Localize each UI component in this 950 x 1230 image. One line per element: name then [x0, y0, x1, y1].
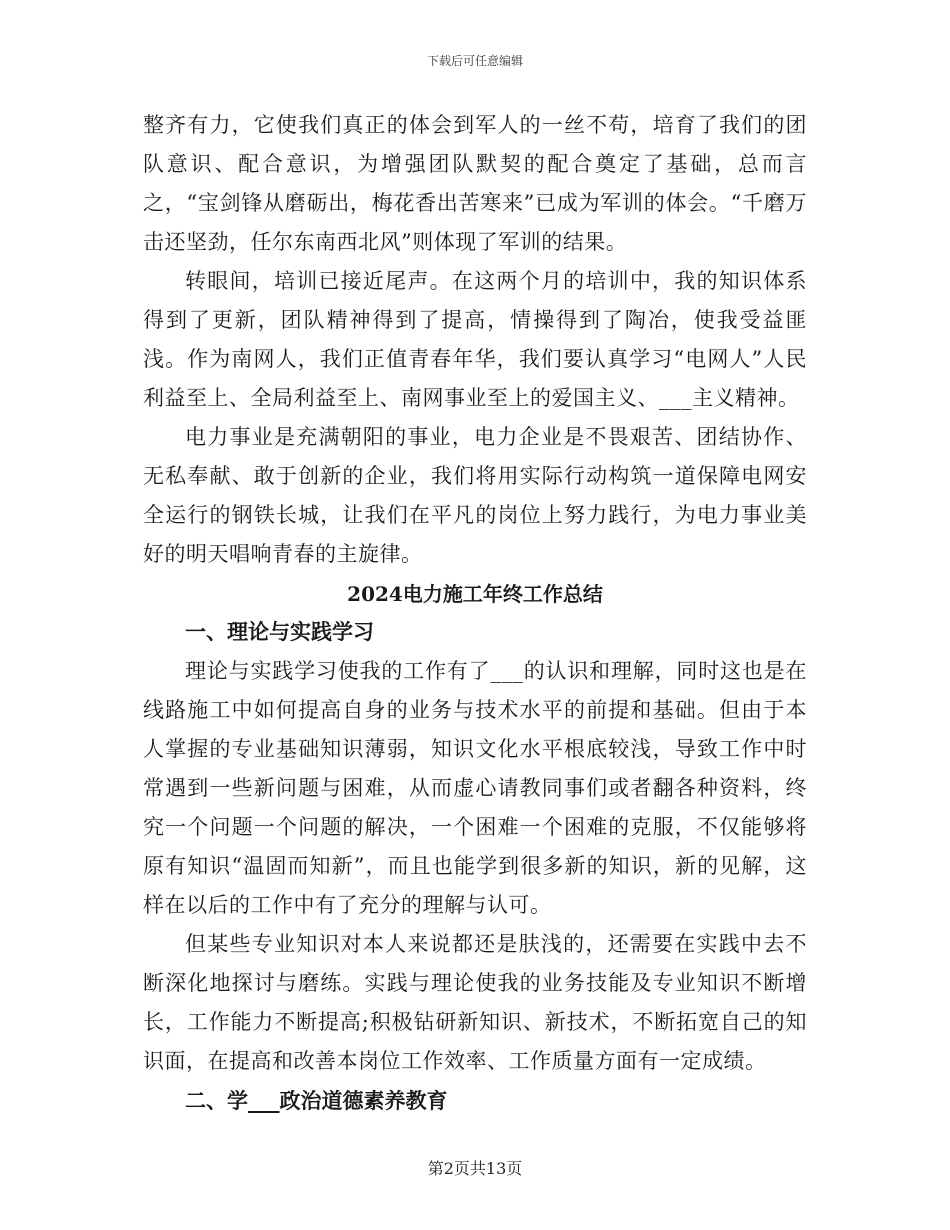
page-footer: 第2页共13页 — [427, 1159, 523, 1178]
page-header: 下载后可任意编辑 — [426, 54, 523, 68]
section-heading-1: 一、理论与实践学习 — [185, 619, 374, 644]
body-paragraph-continued: 整齐有力，它使我们真正的体会到军人的一丝不苟，培育了我们的团队意识、配合意识，为增强团队默契的配合奠定了基础，总而言之，“宝剑锋从磨砺出，梅花香出苦寒来”已成为军训的体会。“千磨万击还坚劲，任尔东南西北风”则体现了军训的结果。 — [143, 113, 807, 254]
body-paragraph: 但某些专业知识对本人来说都还是肤浅的，还需要在实践中去不断深化地探讨与磨练。实践与理论使我的业务技能及专业知识不断增长，工作能力不断提高;积极钻研新知识、新技术，不断拓宽自己的知识面，在提高和改善本岗位工作效率、工作质量方面有一定成绩。 — [143, 932, 807, 1073]
body-paragraph: 转眼间，培训已接近尾声。在这两个月的培训中，我的知识体系得到了更新，团队精神得到了提高，情操得到了陶冶，使我受益匪浅。作为南网人，我们正值青春年华，我们要认真学习“电网人”人民利益至上、全局利益至上、南网事业至上的爱国主义、___主义精神。 — [143, 269, 807, 410]
document-body — [143, 106, 807, 1121]
document-title: 2024电力施工年终工作总结 — [347, 582, 603, 606]
section-heading-2: 二、学___政治道德素养教育 — [185, 1088, 448, 1113]
body-paragraph: 电力事业是充满朝阳的事业，电力企业是不畏艰苦、团结协作、无私奉献、敢于创新的企业，我们将用实际行动构筑一道保障电网安全运行的钢铁长城，让我们在平凡的岗位上努力践行，为电力事业美好的明天唱响青春的主旋律。 — [143, 425, 807, 566]
body-paragraph: 理论与实践学习使我的工作有了___的认识和理解，同时这也是在线路施工中如何提高自身的业务与技术水平的前提和基础。但由于本人掌握的专业基础知识薄弱，知识文化水平根底较浅，导致工作中时常遇到一些新问题与困难，从而虚心请教同事们或者翻各种资料，终究一个问题一个问题的解决，一个困难一个困难的克服，不仅能够将原有知识“温固而知新”，而且也能学到很多新的知识，新的见解，这样在以后的工作中有了充分的理解与认可。 — [143, 659, 807, 917]
